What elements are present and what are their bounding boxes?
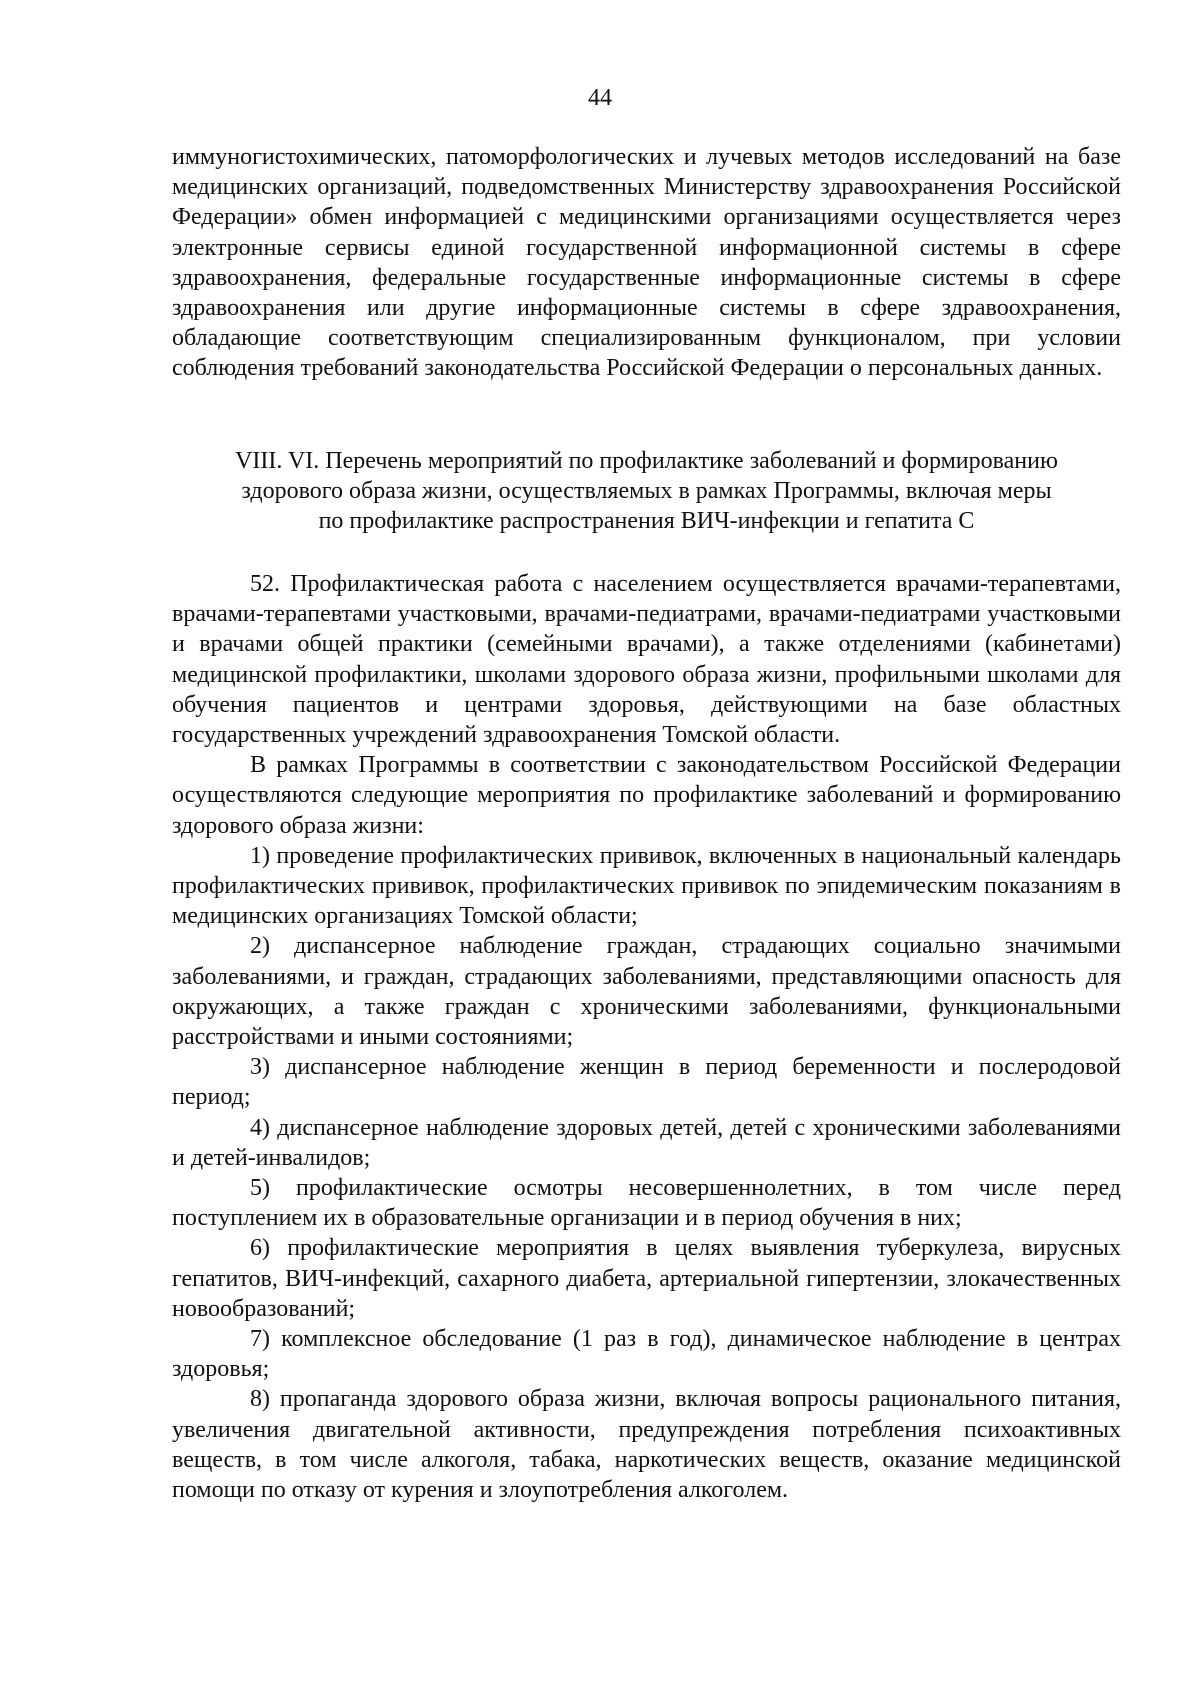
paragraph-52: 52. Профилактическая работа с населением осуществляется врачами-терапевтами, врачами-терапевтами участковыми, врачами-педиатрами, врачами-педиатрами участковыми и врачами общей практики (семейными врачами), а также отделениями (кабинетами) медицинской профилактики, школами здорового образа жизни, профильными школами для обучения пациентов и центрами здоровья, действующими на базе областных государственных учреждений здравоохранения Томской области. [172,571,1121,749]
list-item-2: 2) диспансерное наблюдение граждан, страдающих социально значимыми заболеваниями, и граждан, страдающих заболеваниями, представляющими опасность для окружающих, а также граждан с хроническими заболеваниями, функциональными расстройствами и иными состояниями; [172,933,1121,1051]
list-item-8: 8) пропаганда здорового образа жизни, включая вопросы рационального питания, увеличения двигательной активности, предупреждения потребления психоактивных веществ, в том числе алкоголя, табака, наркотических веществ, оказание медицинской помощи по отказу от курения и злоупотребления алкоголем. [172,1386,1121,1504]
section-heading-line: VIII. VI. Перечень мероприятий по профилактике заболеваний и формированию [235,448,1058,474]
page-number: 44 [588,85,612,111]
list-item-7: 7) комплексное обследование (1 раз в год), динамическое наблюдение в центрах здоровья; [172,1326,1121,1383]
section-heading-line: здорового образа жизни, осуществляемых в рамках Программы, включая меры [241,478,1052,505]
section-heading-line: по профилактике распространения ВИЧ-инфекции и гепатита С [318,508,975,535]
paragraph-intro: В рамках Программы в соответствии с законодательством Российской Федерации осуществляются следующие мероприятия по профилактике заболеваний и формированию здорового образа жизни: [172,752,1121,839]
list-item-3: 3) диспансерное наблюдение женщин в период беременности и послеродовой период; [172,1054,1121,1111]
list-item-6: 6) профилактические мероприятия в целях выявления туберкулеза, вирусных гепатитов, ВИЧ-инфекций, сахарного диабета, артериальной гипертензии, злокачественных новообразований; [172,1235,1121,1322]
section-body [172,569,1121,1505]
continuation-paragraph: иммуногистохимических, патоморфологических и лучевых методов исследований на базе медицинских организаций, подведомственных Министерству здравоохранения Российской Федерации» обмен информацией с медицинскими организациями осуществляется через электронные сервисы единой государственной информационной системы в сфере здравоохранения, федеральные государственные информационные системы в сфере здравоохранения или другие информационные системы в сфере здравоохранения, обладающие соответствующим специализированным функционалом, при условии соблюдения требований законодательства Российской Федерации о персональных данных. [172,144,1121,382]
list-item-1: 1) проведение профилактических прививок, включенных в национальный календарь профилактических прививок, профилактических прививок по эпидемическим показаниям в медицинских организациях Томской области; [172,842,1121,930]
list-item-4: 4) диспансерное наблюдение здоровых детей, детей с хроническими заболеваниями и детей-инвалидов; [172,1114,1121,1171]
list-item-5: 5) профилактические осмотры несовершеннолетних, в том числе перед поступлением их в образовательные организации и в период обучения в них; [172,1175,1121,1232]
section-heading [172,446,1121,537]
continuation-text [172,142,1121,384]
